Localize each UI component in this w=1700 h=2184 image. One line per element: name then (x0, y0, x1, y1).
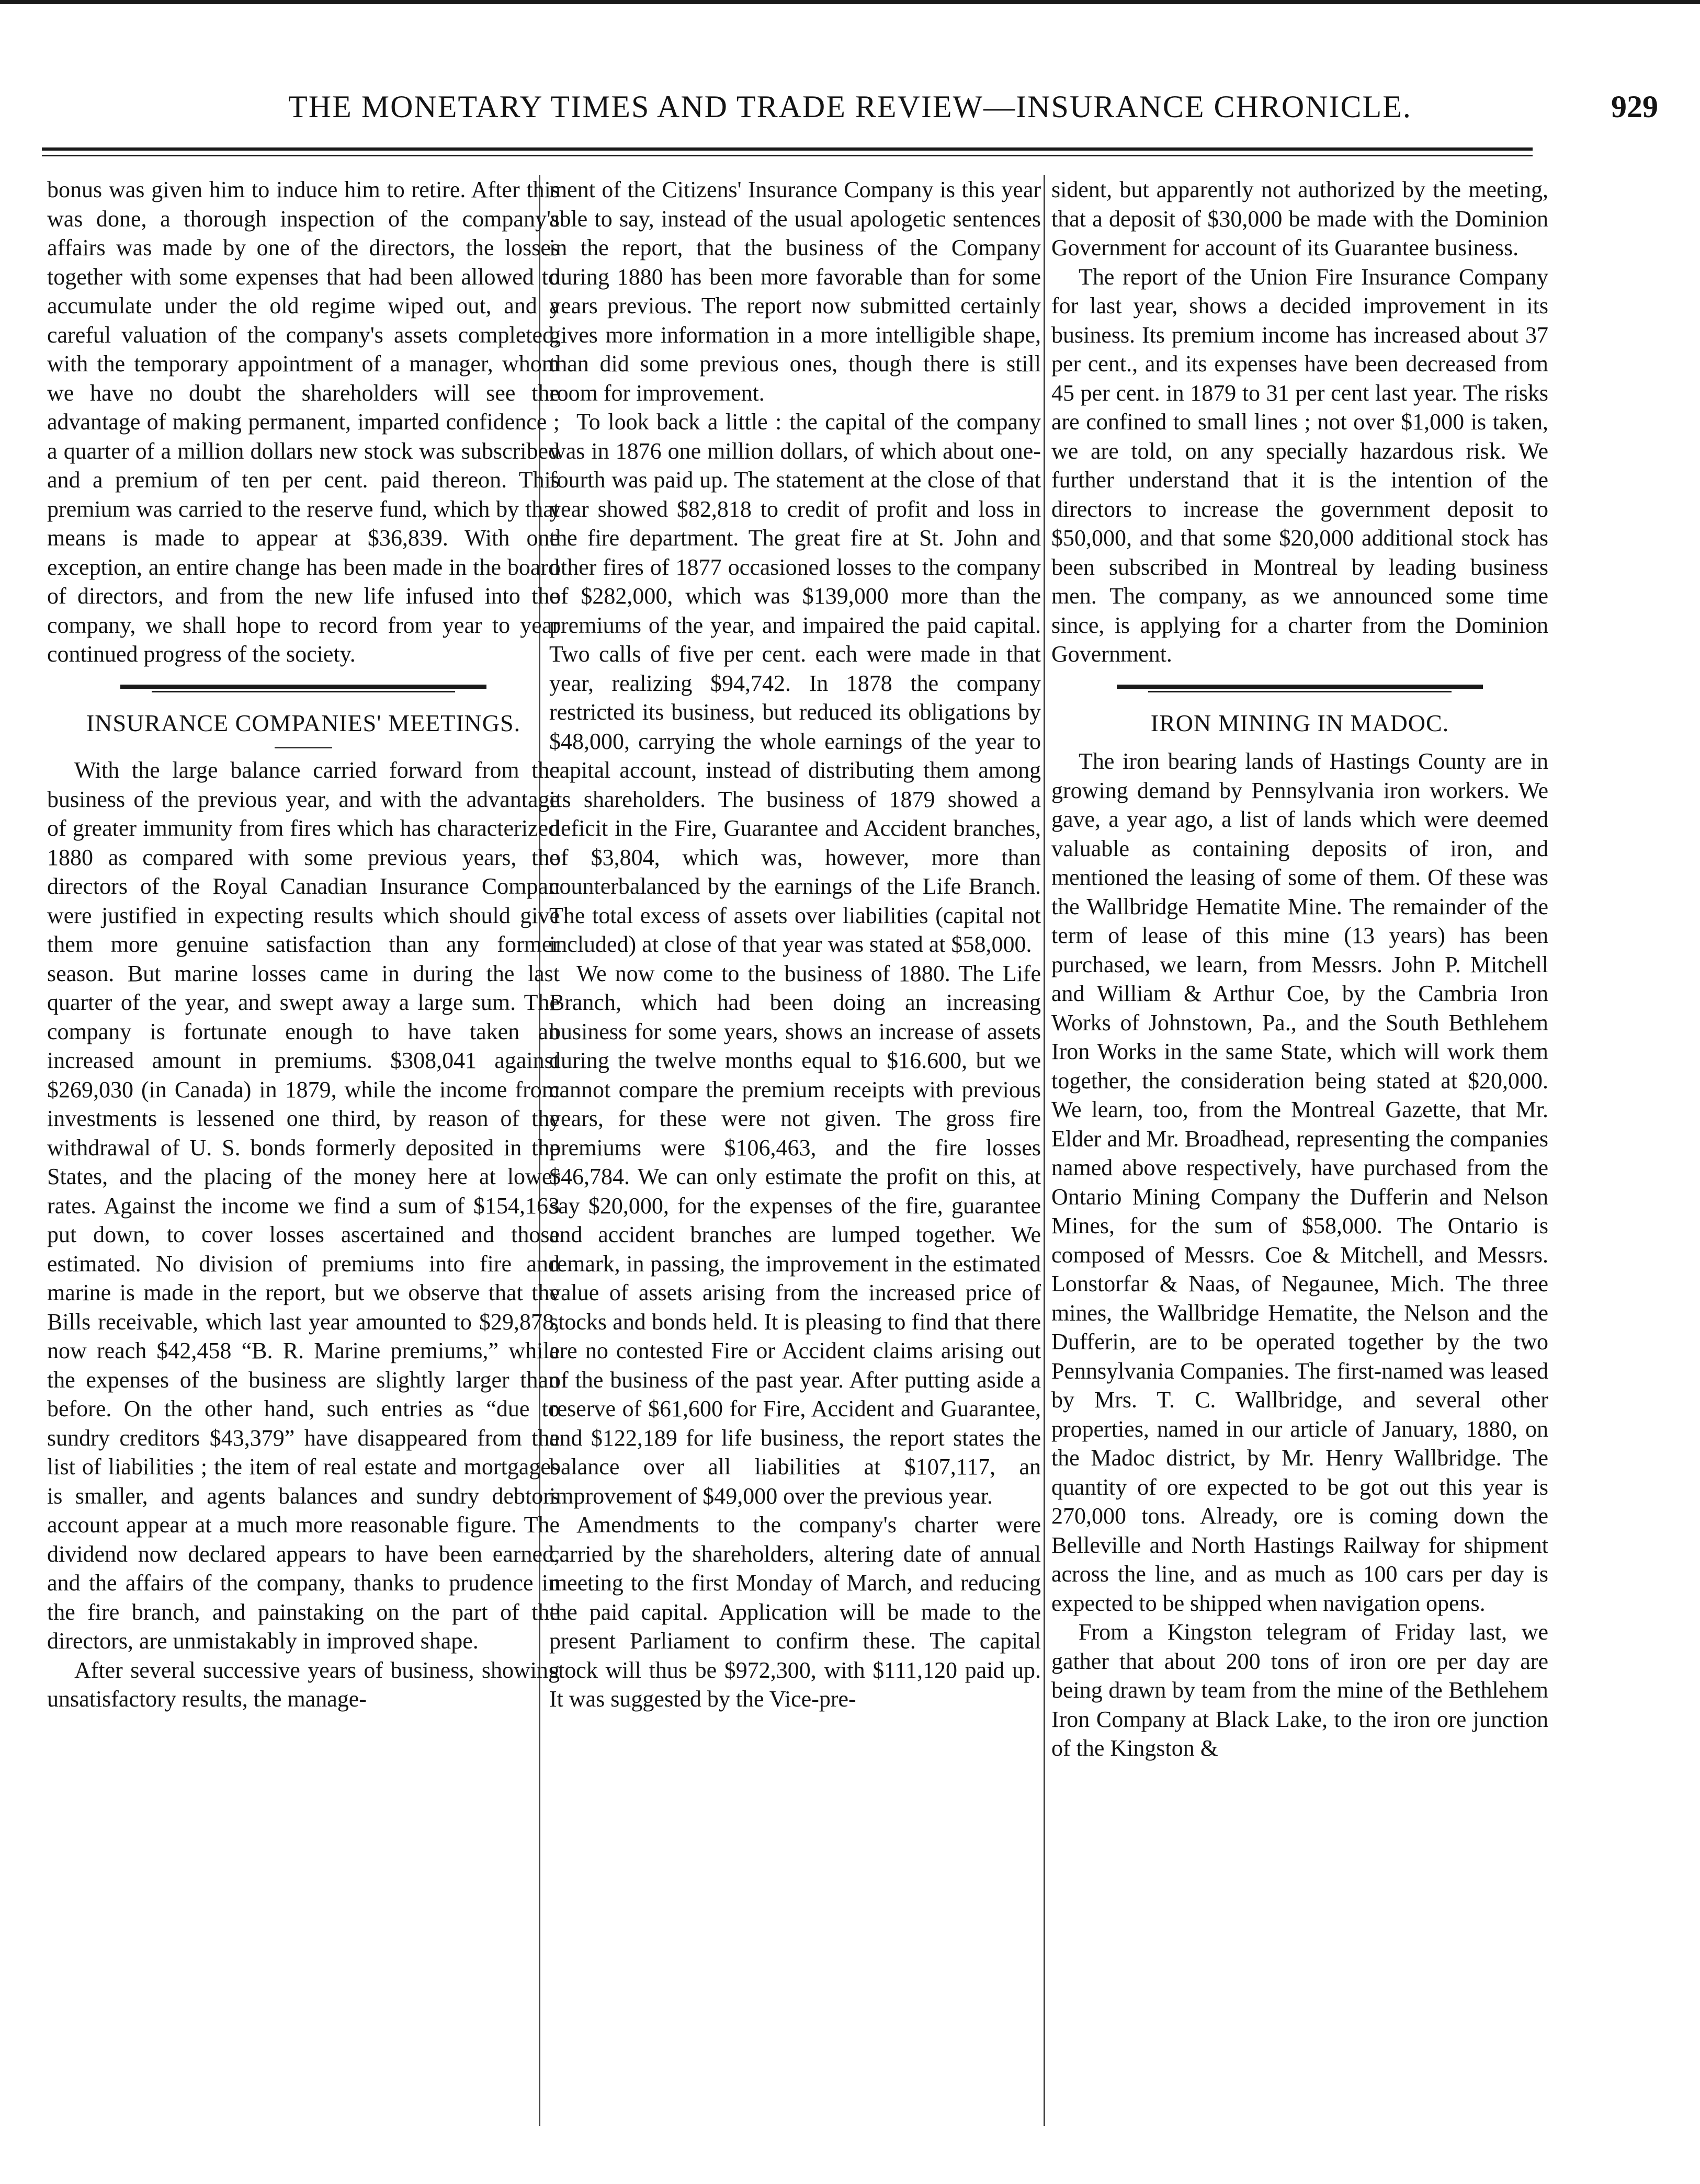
column-1 (47, 175, 560, 1714)
paragraph: sident, but apparently not authorized by the meeting, that a deposit of $30,000 be made with the Dominion Government for account of its Guarantee business. (1051, 177, 1548, 260)
section-separator (120, 685, 486, 693)
column-2 (549, 175, 1041, 1714)
paragraph: We now come to the business of 1880. The Life Branch, which had been doing an increasing business for some years, shows an increase of assets during the twelve months equal to $16.600, but we cannot compare the premium receipts with previous years, for these were not given. The gross fire premiums were $106,463, and the fire losses $46,784. We can only estimate the profit on this, at say $20,000, for the expenses of the fire, guarantee and accident branches are lumped together. We remark, in passing, the improvement in the estimated value of assets arising from the increased price of stocks and bonds held. It is pleasing to find that there are no contested Fire or Accident claims arising out of the business of the past year. After putting aside a reserve of $61,600 for Fire, Accident and Guarantee, and $122,189 for life business, the report states the balance over all liabilities at $107,117, an improvement of $49,000 over the previous year. (549, 960, 1041, 1509)
column-divider-2 (1044, 175, 1045, 2126)
publication-title: THE MONETARY TIMES AND TRADE REVIEW—INSURANCE CHRONICLE. (288, 89, 1412, 124)
paragraph: After several successive years of business, showing unsatisfactory results, the manage- (47, 1657, 560, 1712)
page-header (42, 89, 1658, 136)
section-separator (1117, 685, 1483, 693)
page-number: 929 (1611, 89, 1658, 124)
paragraph: With the large balance carried forward from the business of the previous year, and with the advantage of greater immunity from fires which has characterized 1880 as compared with some previous years, the directors of the Royal Canadian Insurance Compan were justified in expecting results which should give them more genuine satisfaction than any former season. But marine losses came in during the last quarter of the year, and swept away a large sum. The company is fortunate enough to have taken an increased amount in premiums. $308,041 against $269,030 (in Canada) in 1879, while the income from investments is lessened one third, by reason of the withdrawal of U. S. bonds formerly deposited in the States, and the placing of the money here at lower rates. Against the income we find a sum of $154,163 put down, to cover losses ascertained and those estimated. No division of premiums into fire and marine is made in the report, but we observe that the Bills receivable, which last year amounted to $29,878, now reach $42,458 “B. R. Marine premiums,” while the expenses of the business are slightly larger than before. On the other hand, such entries as “due to sundry creditors $43,379” have disappeared from the list of liabilities ; the item of real estate and mortgages is smaller, and agents balances and sundry debtors account appear at a much more reasonable figure. The dividend now declared appears to have been earned, and the affairs of the company, thanks to prudence in the fire branch, and painstaking on the part of the directors, are unmistakably in improved shape. (47, 757, 560, 1654)
top-border-rule (0, 0, 1700, 4)
section-title-insurance-meetings: INSURANCE COMPANIES' MEETINGS. (86, 709, 521, 736)
title-underline (275, 747, 332, 748)
paragraph: ment of the Citizens' Insurance Company is this year able to say, instead of the usual apologetic sentences in the report, that the business of the Company during 1880 has been more favorable than for some years previous. The report now submitted certainly gives more information in a more intelligible shape, than did some previous ones, though there is still room for improvement. (549, 177, 1041, 406)
paragraph: Amendments to the company's charter were carried by the shareholders, altering date of annual meeting to the first Monday of March, and reducing the paid capital. Application will be made to the present Parliament to confirm these. The capital stock will thus be $972,300, with $111,120 paid up. It was suggested by the Vice-pre- (549, 1512, 1041, 1712)
header-rule-thin (42, 155, 1533, 156)
paragraph: bonus was given him to induce him to retire. After this was done, a thorough inspection of the company's affairs was made by one of the directors, the losses together with some expenses that had been allowed to accumulate under the old regime wiped out, and a careful valuation of the company's assets completed, with the temporary appointment of a manager, whom we have no doubt the shareholders will see the advantage of making permanent, imparted confidence ; a quarter of a million dollars new stock was subscribed and a premium of ten per cent. paid thereon. This premium was carried to the reserve fund, which by that means is made to appear at $36,839. With one exception, an entire change has been made in the board of directors, and from the new life infused into the company, we shall hope to record from year to year continued progress of the society. (47, 177, 560, 667)
column-3 (1051, 175, 1548, 1763)
paragraph: To look back a little : the capital of the company was in 1876 one million dollars, of which about one-fourth was paid up. The statement at the close of that year showed $82,818 to credit of profit and loss in the fire department. The great fire at St. John and other fires of 1877 occasioned losses to the company of $282,000, which was $139,000 more than the premiums of the year, and impaired the paid capital. Two calls of five per cent. each were made in that year, realizing $94,742. In 1878 the company restricted its business, but reduced its obligations by $48,000, carrying the whole earnings of the year to capital account, instead of distributing them among its shareholders. The business of 1879 showed a deficit in the Fire, Guarantee and Accident branches, of $3,804, which was, however, more than counterbalanced by the earnings of the Life Branch. The total excess of assets over liabilities (capital not included) at close of that year was stated at $58,000. (549, 409, 1041, 957)
paragraph: The report of the Union Fire Insurance Company for last year, shows a decided improvement in its business. Its premium income has increased about 37 per cent., and its expenses have been decreased from 45 per cent. in 1879 to 31 per cent last year. The risks are confined to small lines ; not over $1,000 is taken, we are told, on any specially hazardous risk. We further understand that it is the intention of the directors to increase the government deposit to $50,000, and that some $20,000 additional stock has been subscribed in Montreal by leading business men. The company, as we announced some time since, is applying for a charter from the Dominion Government. (1051, 264, 1548, 667)
header-rule-thick (42, 147, 1533, 151)
paragraph: From a Kingston telegram of Friday last, we gather that about 200 tons of iron ore per day are being drawn by team from the mine of the Bethlehem Iron Company at Black Lake, to the iron ore junction of the Kingston & (1051, 1619, 1548, 1761)
paragraph: The iron bearing lands of Hastings County are in growing demand by Pennsylvania iron workers. We gave, a year ago, a list of lands which were deemed valuable as containing deposits of iron, and mentioned the leasing of some of them. Of these was the Wallbridge Hematite Mine. The remainder of the term of lease of this mine (13 years) has been purchased, we learn, from Messrs. John P. Mitchell and William & Arthur Coe, by the Cambria Iron Works of Johnstown, Pa., and the South Bethlehem Iron Works in the same State, which will work them together, the consideration being stated at $20,000. We learn, too, from the Montreal Gazette, that Mr. Elder and Mr. Broadhead, representing the companies named above respectively, have purchased from the Ontario Mining Company the Dufferin and Nelson Mines, for the sum of $58,000. The Ontario is composed of Messrs. Coe & Mitchell, and Messrs. Lonstorfar & Naas, of Negaunee, Mich. The three mines, the Wallbridge Hematite, the Nelson and the Dufferin, are to be operated together by the two Pennsylvania Companies. The first-named was leased by Mrs. T. C. Wallbridge, and several other properties, named in our article of January, 1880, on the Madoc district, by Mr. Henry Wallbridge. The quantity of ore expected to be got out this year is 270,000 tons. Already, ore is coming down the Belleville and North Hastings Railway for shipment across the line, and as much as 100 cars per day is expected to be shipped when navigation opens. (1051, 748, 1548, 1616)
section-title-iron-mining: IRON MINING IN MADOC. (1150, 709, 1449, 736)
